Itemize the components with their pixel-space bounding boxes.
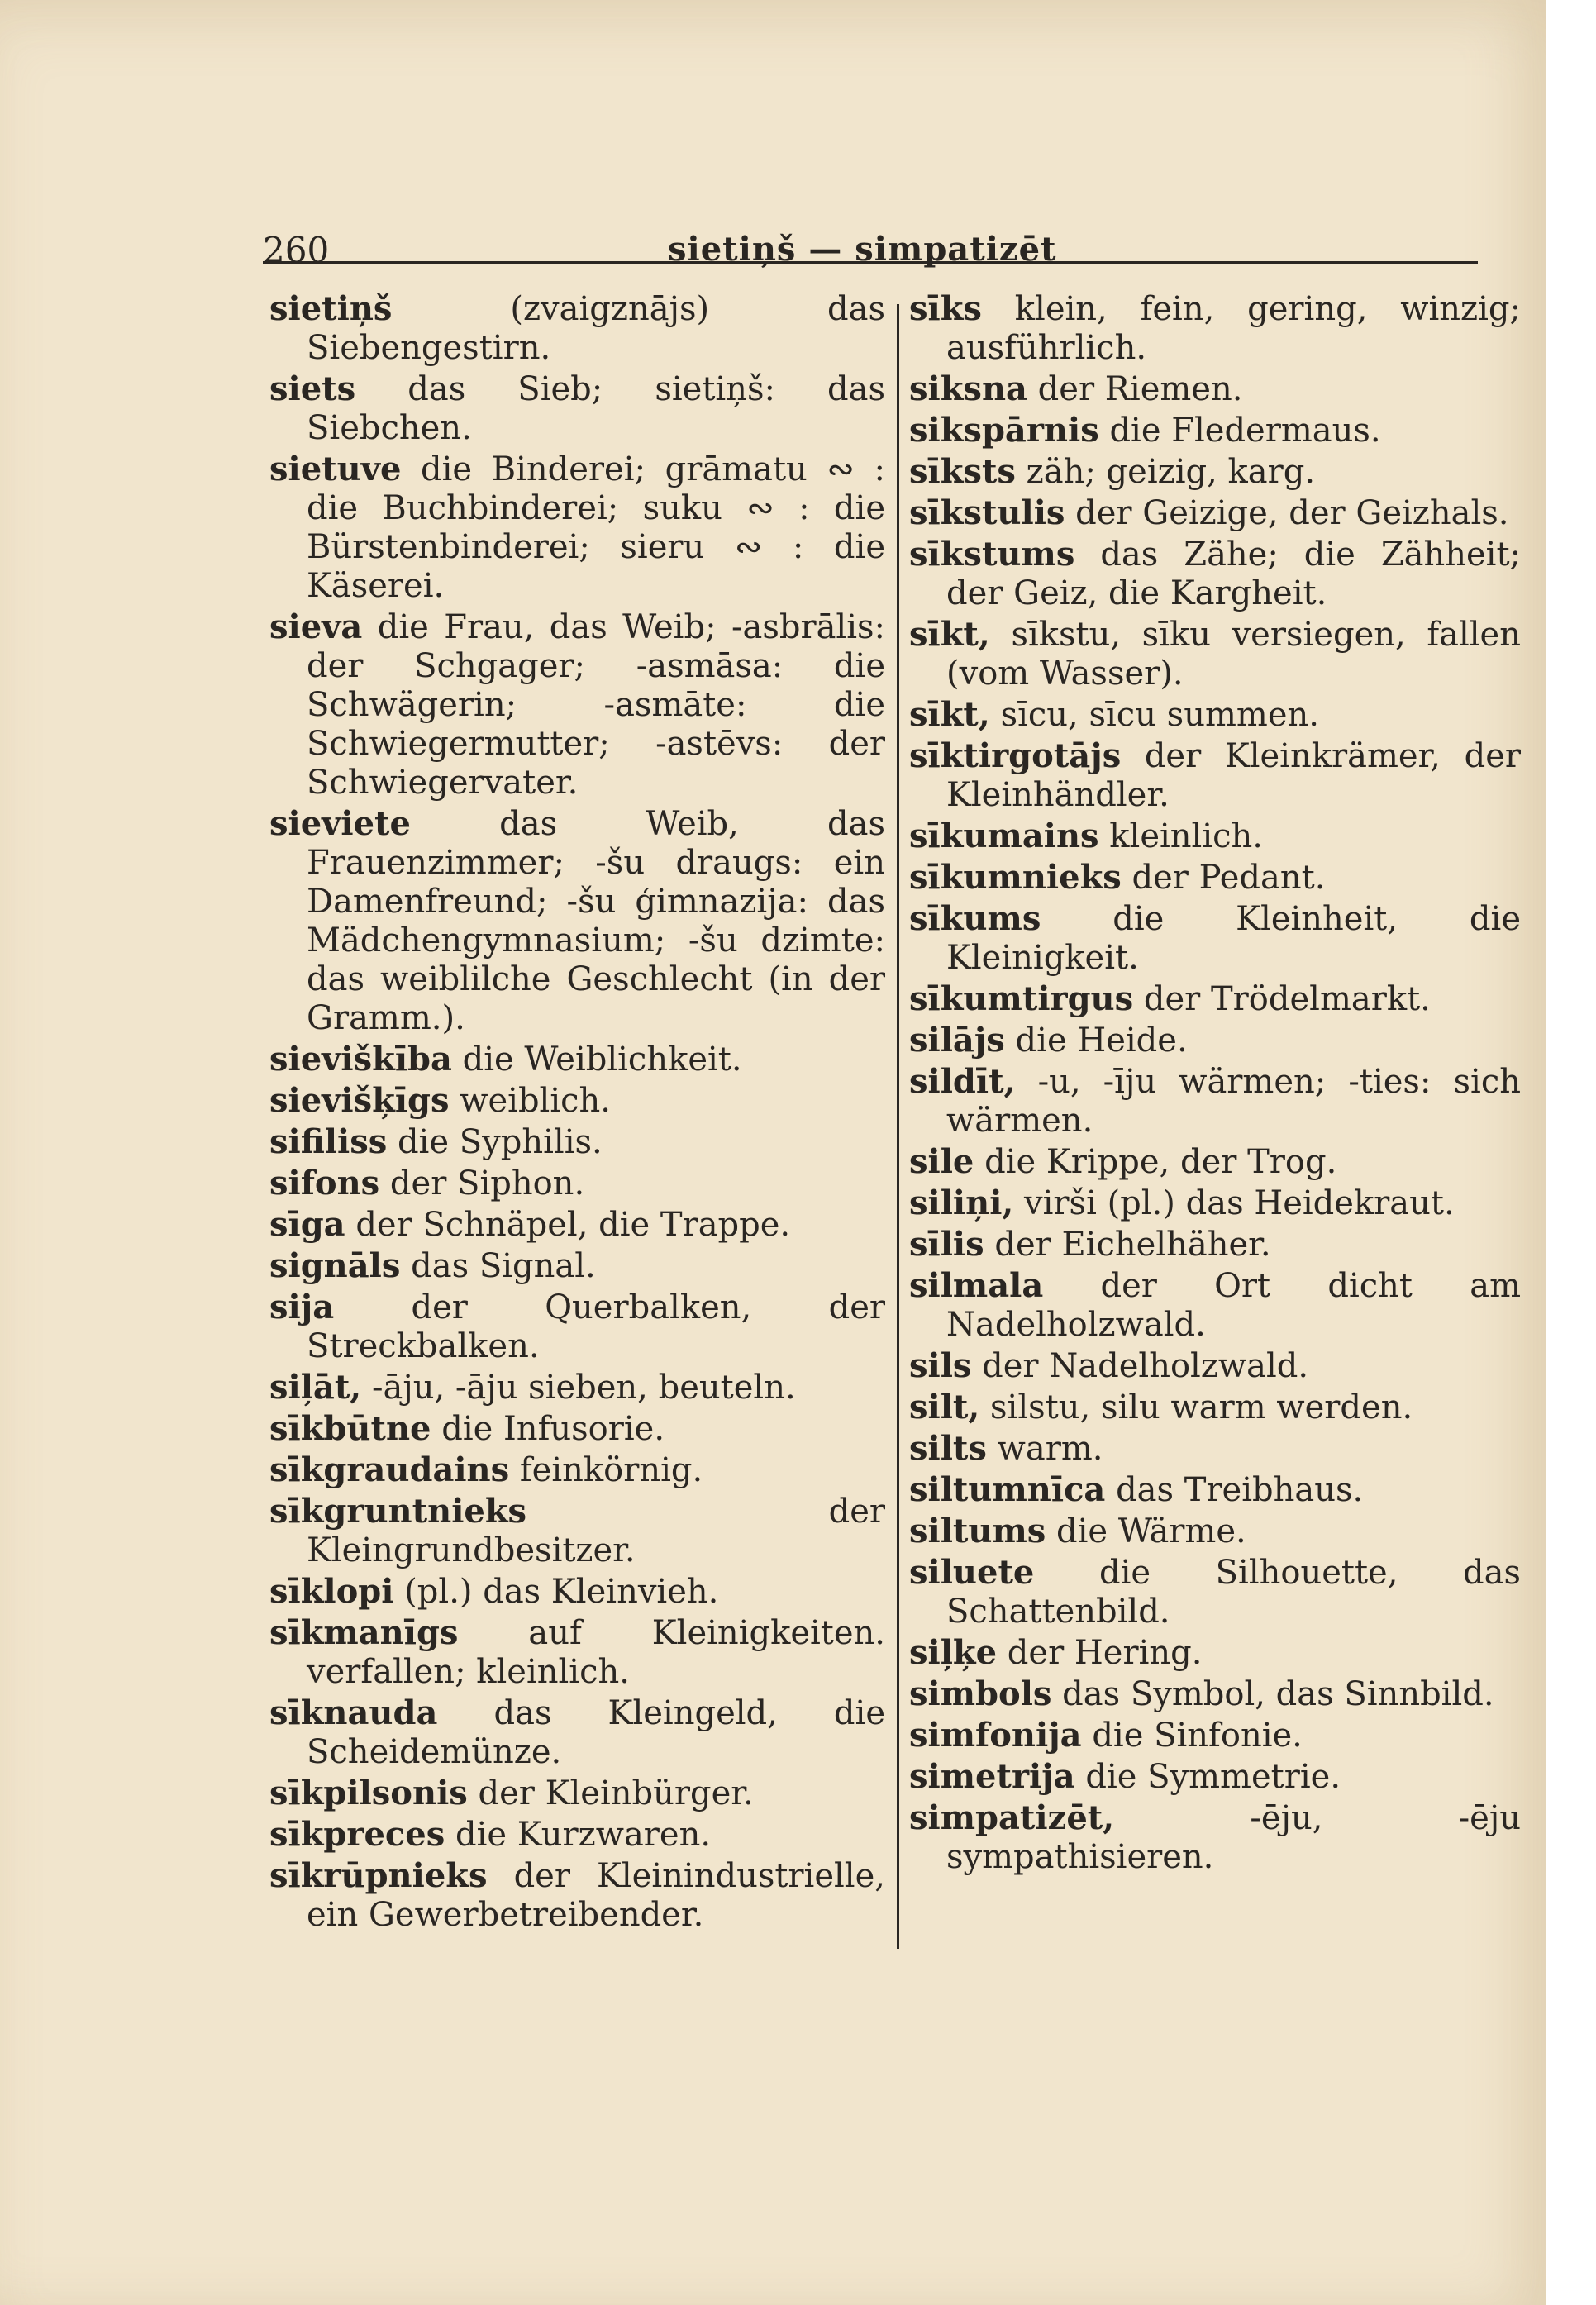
entry-definition: die Weiblichkeit. bbox=[462, 1041, 742, 1079]
entry-headword: silājs bbox=[909, 1021, 1005, 1060]
header-rule bbox=[263, 261, 1478, 264]
dictionary-entry bbox=[909, 1183, 1521, 1223]
dictionary-entry bbox=[269, 1492, 885, 1570]
entry-headword: sīknauda bbox=[269, 1693, 438, 1732]
entry-headword: siliņi, bbox=[909, 1183, 1014, 1222]
entry-headword: simbols bbox=[909, 1674, 1052, 1713]
dictionary-entry bbox=[269, 450, 885, 606]
entry-definition: die Fledermaus. bbox=[1109, 412, 1381, 450]
entry-headword: sīkrūpnieks bbox=[269, 1856, 488, 1895]
entry-headword: siluete bbox=[909, 1553, 1035, 1592]
right-column bbox=[909, 289, 1521, 1879]
entry-definition: auf Kleinigkeiten. verfallen; kleinlich. bbox=[307, 1614, 886, 1691]
entry-definition: der Querbalken, der Streckbalken. bbox=[307, 1288, 885, 1365]
entry-headword: sīkumains bbox=[909, 817, 1099, 855]
entry-headword: sīkums bbox=[909, 899, 1041, 938]
dictionary-entry bbox=[909, 1674, 1521, 1714]
entry-definition: die Infusorie. bbox=[441, 1410, 665, 1448]
entry-definition: zäh; geizig, karg. bbox=[1026, 453, 1316, 491]
entry-headword: sikspārnis bbox=[909, 411, 1099, 450]
dictionary-entry bbox=[269, 804, 885, 1038]
dictionary-entry bbox=[909, 1757, 1521, 1797]
entry-definition: der Pedant. bbox=[1131, 859, 1326, 897]
entry-definition: die Silhouette, das Schattenbild. bbox=[946, 1554, 1521, 1631]
dictionary-entry bbox=[909, 1388, 1521, 1427]
entry-headword: sija bbox=[269, 1288, 335, 1326]
dictionary-entry bbox=[269, 1164, 885, 1203]
entry-headword: sīkumtirgus bbox=[909, 979, 1134, 1018]
entry-headword: sietiņš bbox=[269, 289, 393, 328]
entry-headword: sīklopi bbox=[269, 1572, 394, 1611]
dictionary-entry bbox=[909, 979, 1521, 1019]
dictionary-entry bbox=[269, 289, 885, 368]
entry-headword: sīkmanīgs bbox=[269, 1613, 459, 1652]
dictionary-entry bbox=[909, 411, 1521, 450]
dictionary-entry bbox=[909, 899, 1521, 978]
entry-definition: die Wärme. bbox=[1056, 1512, 1246, 1550]
entry-headword: siļķe bbox=[909, 1633, 998, 1672]
entry-definition: das Sieb; sietiņš: das Siebchen. bbox=[307, 370, 885, 447]
dictionary-entry bbox=[269, 1081, 885, 1121]
entry-definition: der Eichelhäher. bbox=[994, 1226, 1271, 1264]
running-head: sietiņš — simpatizēt bbox=[668, 230, 1057, 269]
dictionary-entry bbox=[269, 1856, 885, 1935]
dictionary-entry bbox=[909, 1346, 1521, 1386]
column-divider bbox=[897, 304, 899, 1949]
dictionary-entry bbox=[909, 1142, 1521, 1182]
dictionary-entry bbox=[269, 1693, 885, 1772]
dictionary-entry bbox=[909, 615, 1521, 693]
dictionary-entry bbox=[909, 695, 1521, 735]
dictionary-entry bbox=[909, 1062, 1521, 1141]
dictionary-entry bbox=[909, 817, 1521, 856]
entry-definition: die Symmetrie. bbox=[1085, 1758, 1341, 1796]
entry-definition: der Geizige, der Geizhals. bbox=[1075, 494, 1509, 532]
dictionary-entry bbox=[909, 1266, 1521, 1345]
left-column bbox=[269, 289, 885, 1936]
dictionary-entry bbox=[269, 369, 885, 448]
entry-headword: sildīt, bbox=[909, 1062, 1016, 1101]
entry-definition: der Hering. bbox=[1007, 1634, 1203, 1672]
entry-headword: sīktirgotājs bbox=[909, 736, 1122, 775]
dictionary-entry bbox=[909, 1633, 1521, 1673]
entry-headword: silmala bbox=[909, 1266, 1044, 1305]
entry-definition: die Frau, das Weib; -asbrālis: der Schgager; -asmāsa: die Schwägerin; -asmāte: die Schwiegermutter; -astēvs: der Schwiegervater. bbox=[307, 608, 886, 802]
entry-definition: der Kleinbürger. bbox=[478, 1774, 754, 1812]
entry-definition: die Binderei; grāmatu ∾ : die Buchbinderei; suku ∾ : die Bürstenbinderei; sieru ∾ : die Käserei. bbox=[307, 450, 885, 605]
entry-headword: sīga bbox=[269, 1205, 345, 1244]
entry-definition: (zvaigznājs) das Siebengestirn. bbox=[307, 290, 885, 367]
entry-definition: der Kleingrundbesitzer. bbox=[307, 1493, 885, 1569]
entry-definition: virši (pl.) das Heidekraut. bbox=[1024, 1184, 1455, 1222]
dictionary-entry bbox=[269, 607, 885, 802]
entry-headword: sile bbox=[909, 1142, 974, 1181]
entry-definition: der Schnäpel, die Trappe. bbox=[355, 1206, 791, 1244]
dictionary-entry bbox=[909, 1225, 1521, 1264]
entry-definition: der Trödelmarkt. bbox=[1143, 980, 1431, 1018]
dictionary-entry bbox=[269, 1815, 885, 1855]
entry-definition: das Symbol, das Sinnbild. bbox=[1062, 1675, 1494, 1713]
entry-headword: sīkpilsonis bbox=[269, 1774, 468, 1812]
entry-definition: kleinlich. bbox=[1109, 817, 1264, 855]
dictionary-entry bbox=[909, 1470, 1521, 1510]
dictionary-entry bbox=[909, 1553, 1521, 1631]
entry-definition: das Signal. bbox=[411, 1247, 596, 1285]
entry-definition: silstu, silu warm werden. bbox=[990, 1388, 1413, 1426]
entry-headword: silt, bbox=[909, 1388, 980, 1426]
entry-headword: sīkumnieks bbox=[909, 858, 1122, 897]
dictionary-entry bbox=[269, 1409, 885, 1449]
entry-definition: -ēju, -ēju sympathisieren. bbox=[946, 1799, 1521, 1876]
dictionary-entry bbox=[269, 1450, 885, 1490]
dictionary-entry bbox=[269, 1613, 885, 1692]
entry-headword: sīkt, bbox=[909, 695, 990, 734]
entry-headword: siksna bbox=[909, 369, 1027, 408]
dictionary-entry bbox=[269, 1368, 885, 1407]
dictionary-entry bbox=[269, 1572, 885, 1612]
entry-headword: sīks bbox=[909, 289, 982, 328]
entry-headword: simetrija bbox=[909, 1757, 1075, 1796]
entry-headword: sīkstulis bbox=[909, 493, 1065, 532]
entry-headword: sīkpreces bbox=[269, 1815, 445, 1854]
entry-definition: der Kleinkrämer, der Kleinhändler. bbox=[946, 737, 1521, 814]
entry-headword: sīkgruntnieks bbox=[269, 1492, 527, 1531]
dictionary-entry bbox=[909, 369, 1521, 409]
entry-headword: sīkgraudains bbox=[269, 1450, 510, 1489]
dictionary-entry bbox=[909, 1512, 1521, 1551]
dictionary-entry bbox=[269, 1040, 885, 1079]
entry-definition: das Weib, das Frauenzimmer; -šu draugs: ein Damenfreund; -šu ģimnazija: das Mädchengymnasium; -šu dzimte: das weiblilche Geschlecht (in der Gramm.). bbox=[307, 805, 885, 1037]
entry-definition: klein, fein, gering, winzig; ausführlich. bbox=[946, 290, 1521, 367]
dictionary-entry bbox=[909, 1716, 1521, 1755]
entry-headword: sīkstums bbox=[909, 535, 1075, 574]
entry-headword: sietuve bbox=[269, 450, 402, 488]
entry-headword: sifons bbox=[269, 1164, 380, 1203]
entry-definition: das Zähe; die Zähheit; der Geiz, die Kargheit. bbox=[946, 536, 1521, 612]
dictionary-entry bbox=[269, 1205, 885, 1245]
dictionary-entry bbox=[909, 1798, 1521, 1877]
entry-definition: die Sinfonie. bbox=[1092, 1717, 1303, 1755]
dictionary-entry bbox=[269, 1246, 885, 1286]
dictionary-entry bbox=[909, 452, 1521, 492]
entry-headword: siļāt, bbox=[269, 1368, 362, 1407]
entry-headword: siets bbox=[269, 369, 356, 408]
entry-definition: die Kurzwaren. bbox=[455, 1816, 712, 1854]
entry-definition: -u, -īju wärmen; -ties: sich wärmen. bbox=[946, 1063, 1521, 1140]
entry-headword: sīkbūtne bbox=[269, 1409, 431, 1448]
dictionary-entry bbox=[909, 1429, 1521, 1469]
entry-headword: sieviškība bbox=[269, 1040, 452, 1079]
entry-definition: die Krippe, der Trog. bbox=[984, 1143, 1337, 1181]
entry-headword: simfonija bbox=[909, 1716, 1082, 1755]
entry-definition: der Nadelholzwald. bbox=[982, 1347, 1309, 1385]
entry-definition: (pl.) das Kleinvieh. bbox=[404, 1573, 719, 1611]
entry-definition: die Syphilis. bbox=[397, 1123, 603, 1161]
entry-definition: der Riemen. bbox=[1037, 370, 1243, 408]
entry-definition: der Kleinindustrielle, ein Gewerbetreibender. bbox=[307, 1857, 885, 1934]
entry-definition: sīcu, sīcu summen. bbox=[1000, 696, 1319, 734]
dictionary-entry bbox=[269, 1288, 885, 1366]
dictionary-entry bbox=[909, 736, 1521, 815]
page-number: 260 bbox=[263, 230, 330, 270]
dictionary-entry bbox=[909, 493, 1521, 533]
entry-headword: sieva bbox=[269, 607, 363, 646]
entry-definition: der Siphon. bbox=[389, 1164, 585, 1203]
entry-definition: das Kleingeld, die Scheidemünze. bbox=[307, 1694, 886, 1771]
dictionary-entry bbox=[909, 858, 1521, 898]
entry-headword: sievišķīgs bbox=[269, 1081, 450, 1120]
entry-headword: sieviete bbox=[269, 804, 411, 843]
entry-headword: signāls bbox=[269, 1246, 401, 1285]
entry-headword: siltums bbox=[909, 1512, 1046, 1550]
dictionary-entry bbox=[909, 1021, 1521, 1060]
entry-definition: die Heide. bbox=[1015, 1022, 1188, 1060]
dictionary-entry bbox=[269, 1774, 885, 1813]
entry-definition: die Kleinheit, die Kleinigkeit. bbox=[946, 900, 1521, 977]
entry-headword: sīksts bbox=[909, 452, 1016, 491]
entry-definition: das Treibhaus. bbox=[1116, 1471, 1364, 1509]
entry-headword: simpatizēt, bbox=[909, 1798, 1115, 1837]
dictionary-entry bbox=[909, 535, 1521, 613]
entry-definition: feinkörnig. bbox=[519, 1451, 703, 1489]
entry-definition: -āju, -āju sieben, beuteln. bbox=[371, 1369, 796, 1407]
entry-headword: sīkt, bbox=[909, 615, 990, 654]
entry-definition: der Ort dicht am Nadelholzwald. bbox=[946, 1267, 1521, 1344]
entry-headword: silts bbox=[909, 1429, 987, 1468]
entry-headword: sifiliss bbox=[269, 1122, 388, 1161]
entry-headword: sīlis bbox=[909, 1225, 984, 1264]
dictionary-entry bbox=[269, 1122, 885, 1162]
entry-definition: warm. bbox=[997, 1430, 1103, 1468]
entry-definition: sīkstu, sīku versiegen, fallen (vom Wasser). bbox=[946, 616, 1521, 693]
entry-headword: sils bbox=[909, 1346, 972, 1385]
entry-headword: siltumnīca bbox=[909, 1470, 1106, 1509]
entry-definition: weiblich. bbox=[460, 1082, 612, 1120]
dictionary-entry bbox=[909, 289, 1521, 368]
